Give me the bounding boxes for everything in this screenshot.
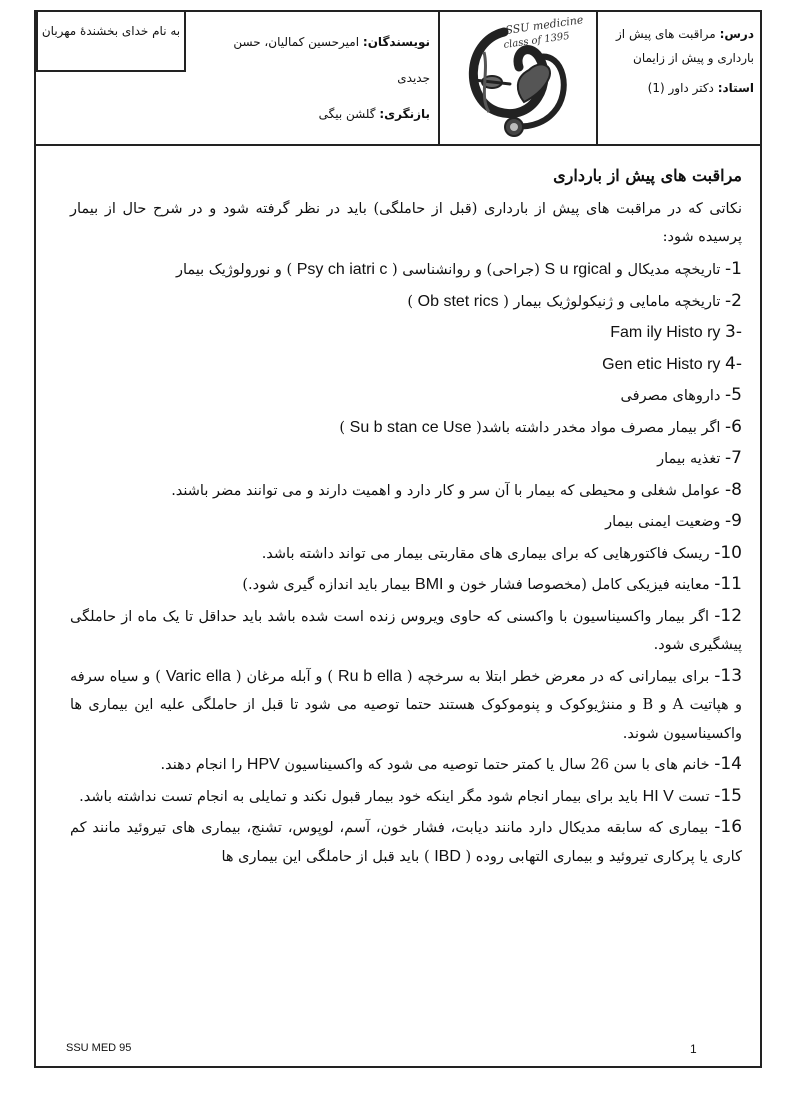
list-item <box>70 287 742 317</box>
list-item <box>70 476 742 506</box>
item-text: ) <box>339 419 346 436</box>
item-text: عوامل شغلی و محیطی که بیمار با آن سر و کار دارد و اهمیت دارند و می توانند مضر باشند. <box>171 482 721 499</box>
item-number: 8- <box>725 479 742 500</box>
item-text: ریسک فاکتورهایی که برای بیماری های مقاربتی بیمار می تواند داشته باشد. <box>261 545 710 562</box>
item-text: بیماری که سابقه مدیکال دارد مانند دیابت، فشار خون، آسم، لوپوس، تشنج، بیماری های تیروئید مانند کم کاری یا پرکاری تیروئید و بیماری التهابی روده ( <box>70 820 742 865</box>
item-term: Psy ch iatri c <box>296 261 388 278</box>
item-term: Varic ella <box>165 667 231 685</box>
item-text: تاریخچه مدیکال و <box>615 262 721 278</box>
list-item <box>70 350 742 380</box>
item-term: IBD <box>434 847 461 865</box>
item-term: Gen etic Histo ry <box>602 355 721 373</box>
list-item <box>70 813 742 871</box>
item-text: بیمار باید اندازه گیری شود.) <box>242 577 411 593</box>
logo-text-2: class of 1395 <box>502 30 571 51</box>
item-text: معاینه فیزیکی کامل (مخصوصا فشار خون و <box>448 577 710 593</box>
item-text: (جراحی) و روانشناسی ( <box>392 262 540 278</box>
item-number: -4 <box>725 353 742 374</box>
course-label: درس: <box>719 27 754 41</box>
list-item <box>70 413 742 443</box>
item-term: S u rgical <box>544 261 612 278</box>
item-number: 6- <box>725 416 742 437</box>
item-text: ) و سیاه سرفه و هپاتیت A و B و مننژیوکوک و پنوموکوک هستند حتما توصیه می شود تا قبل از حاملگی علیه این بیماری ها واکسیناسیون شوند. <box>70 668 742 742</box>
item-text: داروهای مصرفی <box>620 388 721 404</box>
list-item <box>70 750 742 780</box>
item-term: BMI <box>415 576 444 593</box>
page-number: 1 <box>690 1042 697 1056</box>
item-number: 11- <box>714 574 742 594</box>
section-title: مراقبت های پیش از بارداری <box>553 166 742 185</box>
authors-info <box>210 10 438 144</box>
item-text: باید برای بیمار انجام شود مگر اینکه خود بیمار قبول نکند و تمایلی به انجام تست نداشته باشد. <box>79 788 639 805</box>
list-item <box>70 782 742 812</box>
list-item <box>70 570 742 600</box>
item-text: خانم های با سن 26 سال یا کمتر حتما توصیه می شود که واکسیناسیون <box>284 757 710 773</box>
item-number: 10- <box>714 542 742 563</box>
main-content <box>70 160 742 873</box>
header <box>34 10 762 146</box>
list-item <box>70 255 742 285</box>
footer-course-code: SSU MED 95 <box>66 1042 132 1054</box>
item-term: Fam ily Histo ry <box>610 324 721 341</box>
logo-cell <box>438 10 596 144</box>
item-number: 14- <box>714 754 742 774</box>
item-number: 16- <box>714 817 743 837</box>
logo-text-1: SSU medicine <box>504 13 585 37</box>
item-term: HI V <box>642 787 674 805</box>
item-text: اگر بیمار مصرف مواد مخدر داشته باشد( <box>476 419 721 436</box>
item-number: 13- <box>714 665 743 686</box>
authors-names: امیرحسین کمالیان، حسن جدیدی <box>233 35 430 85</box>
item-number: 1- <box>725 259 742 279</box>
item-text: تاریخچه مامایی و ژنیکولوژیک بیمار ( <box>503 293 721 310</box>
item-number: 2- <box>725 290 742 311</box>
reviewer-label: بازنگری: <box>379 107 430 121</box>
ssu-medicine-logo <box>444 12 594 142</box>
item-term: HPV <box>246 756 280 773</box>
intro-paragraph: نکاتی که در مراقبت های پیش از بارداری (قبل از حاملگی) باید در نظر گرفته شود و در شرح حال از بیمار پرسیده شود: <box>70 201 742 245</box>
list-item <box>70 539 742 569</box>
item-text: ) و نورولوژیک بیمار <box>175 262 293 278</box>
item-number: -3 <box>725 322 742 342</box>
item-number: 7- <box>725 448 742 468</box>
item-term: Ob stet rics <box>417 292 499 310</box>
item-text: اگر بیمار واکسیناسیون با واکسنی که حاوی ویروس زنده است شده باشد باید حداقل تا یک ماه از حاملگی پیشگیری شود. <box>70 608 742 653</box>
item-number: 12- <box>714 605 743 626</box>
list-item <box>70 507 742 537</box>
list-item <box>70 662 742 749</box>
items-list <box>70 255 742 871</box>
item-text: ) <box>407 293 414 310</box>
basmala-text: به نام خدای بخشندهٔ مهربان <box>41 24 181 38</box>
course-info <box>596 10 762 144</box>
item-text: تست <box>678 788 710 805</box>
item-text: برای بیمارانی که در معرض خطر ابتلا به سرخچه ( <box>406 668 710 685</box>
course-name: مراقبت های پیش از بارداری و پیش از زایمان <box>616 27 754 65</box>
item-text: ) باید قبل از حاملگی این بیماری ها <box>221 848 430 865</box>
item-text: ) و آبله مرغان ( <box>235 668 334 685</box>
list-item <box>70 602 742 660</box>
list-item <box>70 318 742 348</box>
item-text: وضعیت ایمنی بیمار <box>605 514 721 530</box>
list-item <box>70 444 742 474</box>
item-number: 9- <box>725 511 742 531</box>
item-number: 5- <box>725 385 742 405</box>
item-term: Ru b ella <box>338 667 402 685</box>
list-item <box>70 381 742 411</box>
reviewer-name: گلشن بیگی <box>318 107 376 121</box>
teacher-label: استاد: <box>717 81 754 95</box>
item-text: را انجام دهند. <box>160 757 243 773</box>
item-number: 15- <box>714 785 742 806</box>
item-term: Su b stan ce Use <box>349 418 472 436</box>
item-text: تغذیه بیمار <box>657 451 721 467</box>
authors-label: نویسندگان: <box>362 35 430 49</box>
basmala-box <box>36 10 186 72</box>
teacher-name: دکتر داور (1) <box>647 81 714 95</box>
